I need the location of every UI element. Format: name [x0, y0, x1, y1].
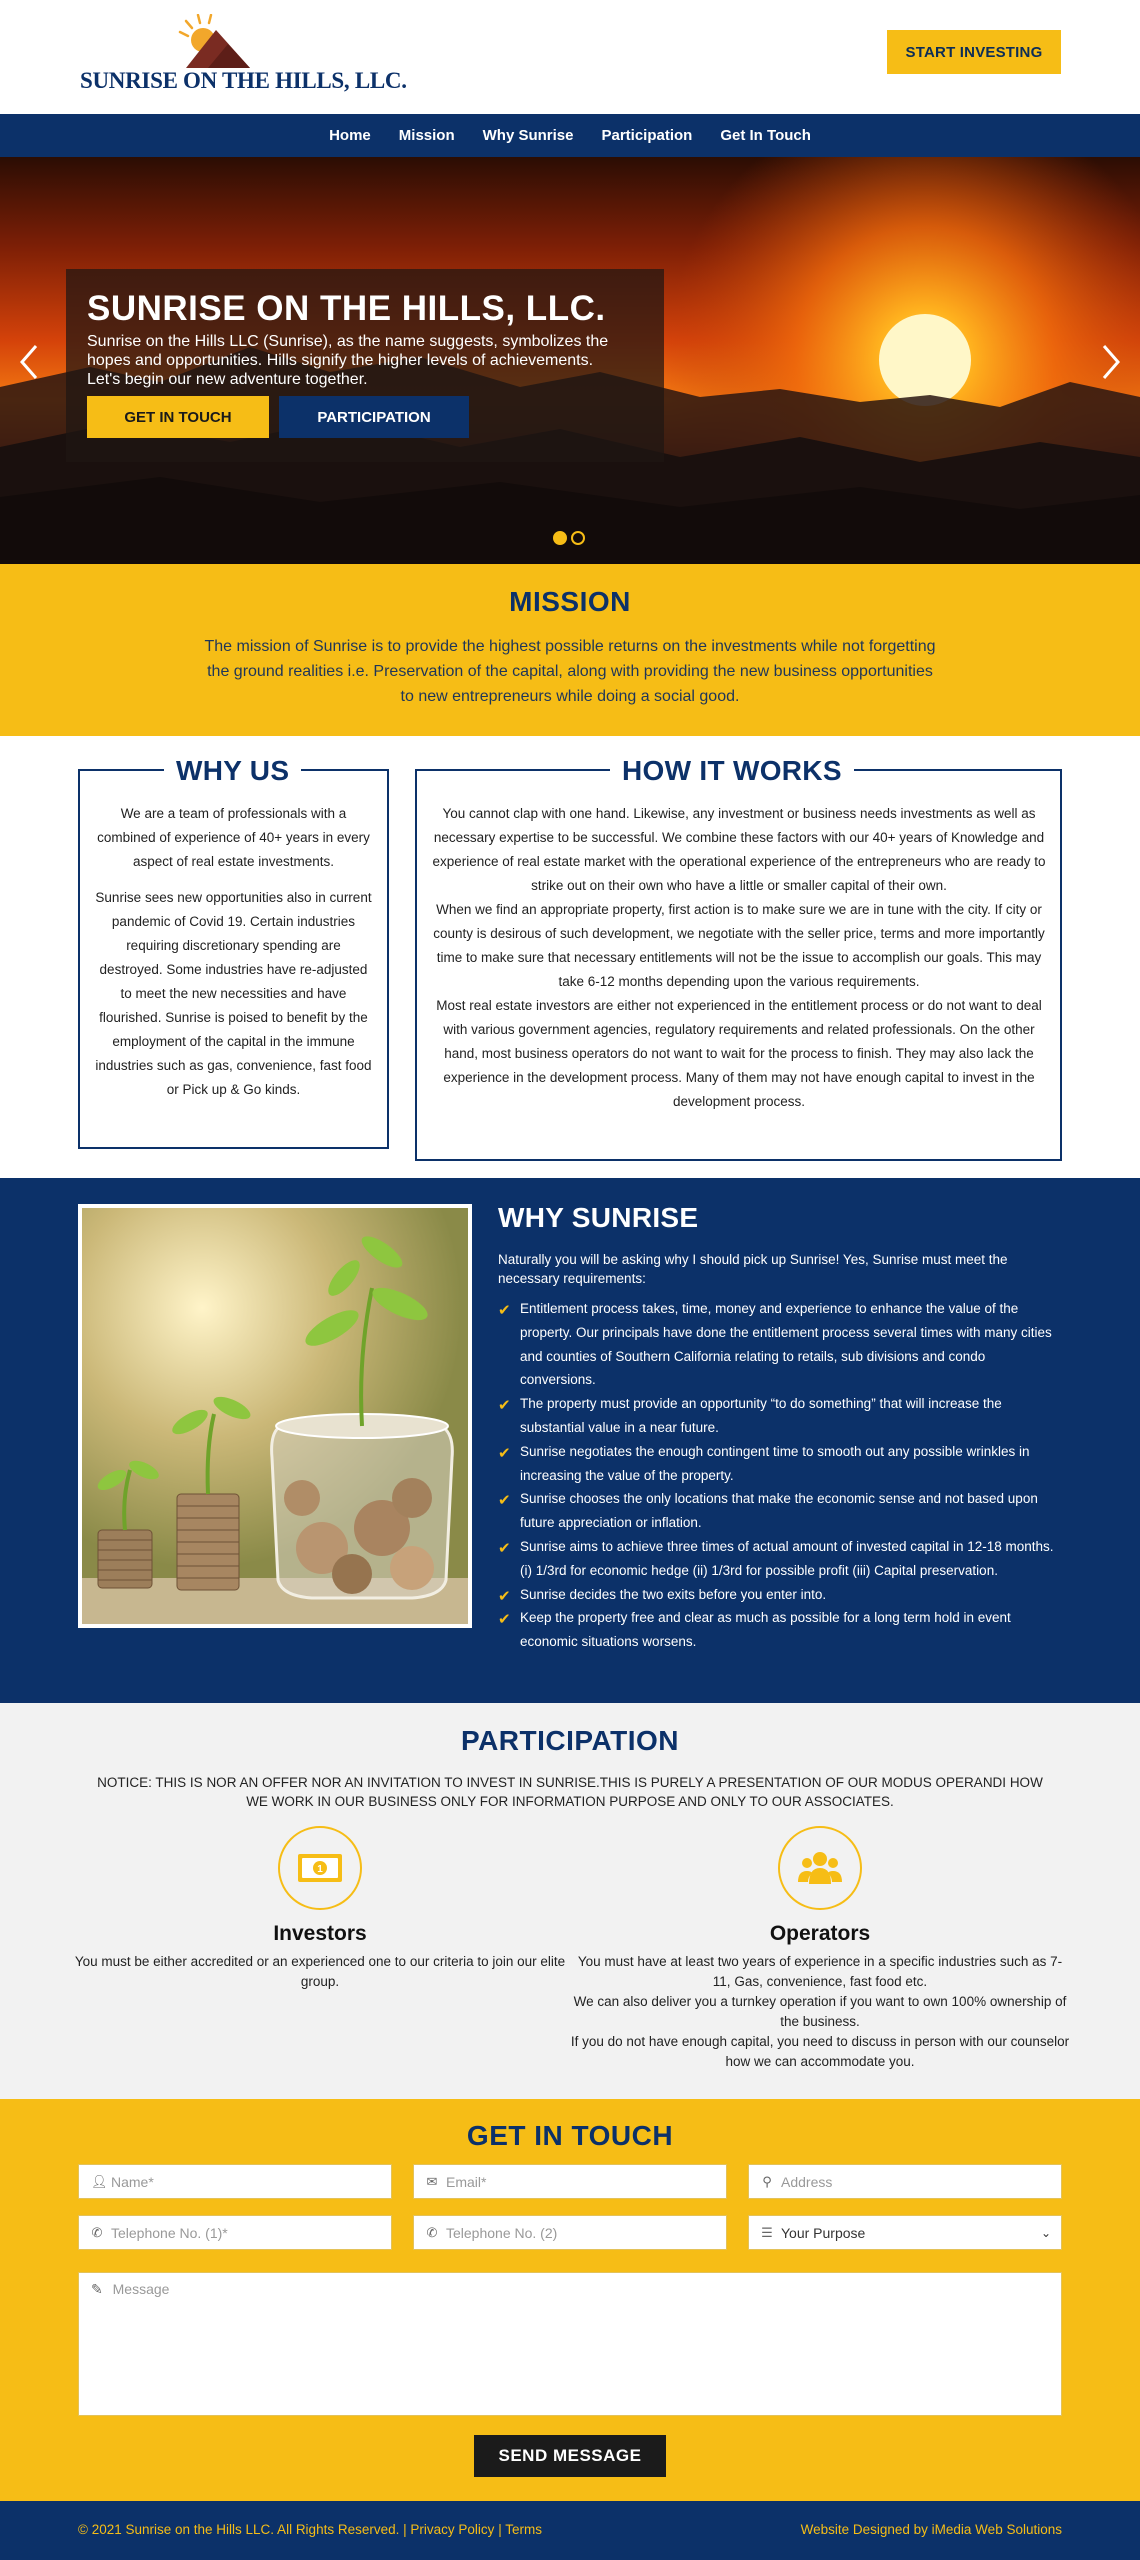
- check-icon: ✔: [498, 1444, 511, 1462]
- operators-title: Operators: [769, 1922, 871, 1945]
- list-item-text: Sunrise chooses the only locations that make the economic sense and not based upon future appreciation or inflation.: [520, 1491, 1038, 1531]
- address-placeholder: Address: [781, 2173, 833, 2190]
- address-field[interactable]: [748, 2164, 1062, 2199]
- mission-section: [0, 564, 1140, 736]
- hero-participation-button[interactable]: PARTICIPATION: [279, 396, 469, 438]
- list-item-text: Sunrise aims to achieve three times of actual amount of invested capital in 12-18 months. (i) 1/3rd for economic hedge (ii) 1/3rd for possible profit (iii) Capital preservation.: [520, 1538, 1054, 1578]
- slide-dot-1[interactable]: [553, 531, 567, 545]
- participation-title: PARTICIPATION: [460, 1725, 680, 1756]
- privacy-policy-link[interactable]: Privacy Policy: [410, 2522, 495, 2537]
- why-sunrise-title: WHY SUNRISE: [498, 1202, 699, 1233]
- phone-icon: ✆: [91, 2224, 103, 2240]
- chevron-down-icon: ⌄: [1040, 2225, 1051, 2240]
- slider-dots: [553, 531, 585, 545]
- operators-line: You must have at least two years of experience in a specific industries such as 7-11, Gas, convenience, fast food etc.: [577, 1954, 1063, 1989]
- operators-text: [570, 1952, 1070, 2072]
- operators-line: If you do not have enough capital, you need to discuss in person with our counselor how we can accommodate you.: [570, 2034, 1070, 2069]
- why-us-box: [78, 755, 389, 1149]
- site-logo[interactable]: [80, 14, 407, 100]
- coins-with-plants-image: [78, 1204, 472, 1628]
- check-icon: ✔: [498, 1539, 511, 1557]
- list-item: [498, 1297, 1058, 1392]
- why-us-title: WHY US: [164, 756, 301, 786]
- envelope-icon: ✉: [426, 2173, 438, 2189]
- phone-icon: ✆: [426, 2224, 438, 2240]
- how-it-works-paragraph: Most real estate investors are either not experienced in the entitlement process or do not want to deal with various government agencies, regulatory requirements and related professionals. On the other hand, most business operators do not want to wait for the process to finish. They may also lack the experience in the development process. Many of them may not have enough capital to invest in the development process.: [436, 998, 1042, 1109]
- participation-section: [0, 1703, 1140, 2099]
- purpose-selected-value: Your Purpose: [781, 2224, 866, 2241]
- name-field[interactable]: [78, 2164, 392, 2199]
- hero-title: SUNRISE ON THE HILLS, LLC.: [87, 289, 606, 328]
- why-us-how-it-works-section: [0, 736, 1140, 1178]
- nav-item-why-sunrise[interactable]: Why Sunrise: [482, 127, 574, 144]
- hero-caption: [66, 269, 664, 462]
- telephone-1-field[interactable]: [78, 2215, 392, 2250]
- message-placeholder: Message: [112, 2281, 170, 2297]
- why-us-body: [94, 802, 373, 1102]
- copyright-text: © 2021 Sunrise on the Hills LLC. All Rights Reserved. |: [78, 2522, 407, 2537]
- main-nav: [0, 114, 1140, 157]
- list-item-text: Keep the property free and clear as much as possible for a long term hold in event economic situations worsens.: [520, 1610, 1011, 1650]
- why-sunrise-list: [498, 1297, 1058, 1654]
- list-item-text: Sunrise decides the two exits before you enter into.: [520, 1586, 827, 1602]
- how-it-works-box: [415, 755, 1062, 1161]
- message-textarea[interactable]: [78, 2272, 1062, 2416]
- chevron-left-icon[interactable]: [14, 342, 44, 382]
- participation-notice: NOTICE: THIS IS NOR AN OFFER NOR AN INVITATION TO INVEST IN SUNRISE.THIS IS PURELY A PRESENTATION OF OUR MODUS OPERANDI HOW WE WORK IN OUR BUSINESS ONLY FOR INFORMATION PURPOSE AND ONLY TO OUR ASSOCIATES.: [97, 1775, 1043, 1809]
- name-placeholder: Name*: [111, 2173, 154, 2190]
- investors-text: You must be either accredited or an experienced one to our criteria to join our elite group.: [74, 1954, 566, 1989]
- why-us-paragraph: Sunrise sees new opportunities also in current pandemic of Covid 19. Certain industries requiring discretionary spending are destroyed. Some industries have re-adjusted to meet the new necessities and have flourished. Sunrise is poised to benefit by the employment of the capital in the immune industries such as gas, convenience, fast food or Pick up & Go kinds.: [95, 890, 372, 1097]
- why-us-paragraph: We are a team of professionals with a combined of experience of 40+ years in every aspect of real estate investments.: [97, 806, 370, 869]
- list-item: [498, 1440, 1058, 1488]
- sunrise-logo-icon: [158, 14, 258, 70]
- send-message-button[interactable]: SEND MESSAGE: [474, 2435, 666, 2477]
- designer-credit[interactable]: Website Designed by iMedia Web Solutions: [800, 2522, 1062, 2537]
- list-icon: ☰: [761, 2224, 773, 2240]
- investors-column: [70, 1826, 570, 1992]
- list-item-text: The property must provide an opportunity “to do something” that will increase the substantial value in a near future.: [520, 1396, 1002, 1435]
- nav-item-home[interactable]: Home: [329, 127, 371, 144]
- start-investing-button[interactable]: START INVESTING: [887, 30, 1061, 74]
- check-icon: ✔: [498, 1587, 511, 1605]
- email-field[interactable]: [413, 2164, 727, 2199]
- slide-dot-2[interactable]: [571, 531, 585, 545]
- logo-text: SUNRISE ON THE HILLS, LLC.: [80, 68, 407, 93]
- how-it-works-paragraph: When we find an appropriate property, first action is to make sure we are in tune with the city. If city or county is desirous of such development, we negotiate with the seller price, terms and more importantly time to make sure that necessary entitlements will not be the issue to accomplish our goals. This may take 6-12 months depending upon the various requirements.: [433, 902, 1045, 989]
- nav-item-participation[interactable]: Participation: [601, 127, 693, 144]
- check-icon: ✔: [498, 1492, 511, 1510]
- site-header: [0, 0, 1140, 114]
- telephone-2-placeholder: Telephone No. (2): [446, 2224, 558, 2241]
- mission-title: MISSION: [509, 586, 631, 617]
- how-it-works-paragraph: You cannot clap with one hand. Likewise, any investment or business needs investments as well as necessary expertise to be successful. We combine these factors with our 40+ years of Knowledge and experience of real estate market with the operational experience of the entrepreneurs who are ready to strike out on their own who have a little or smaller capital of their own.: [432, 806, 1046, 893]
- mission-text: The mission of Sunrise is to provide the highest possible returns on the investments while not forgetting the ground realities i.e. Preservation of the capital, along with providing the new business opportunities to new entrepreneurs while doing a social good.: [204, 638, 936, 705]
- list-item-text: Entitlement process takes, time, money and experience to enhance the value of the property. Our principals have done the entitlement process several times with many cities and counties of Southern California relating to retails, sub divisions and condo conversions.: [520, 1301, 1052, 1388]
- why-sunrise-section: [0, 1178, 1140, 1703]
- hero-slider: [0, 157, 1140, 564]
- svg-text:1: 1: [317, 1864, 323, 1875]
- list-item: [498, 1606, 1058, 1654]
- list-item: [498, 1583, 1058, 1607]
- money-bill-icon: [278, 1826, 362, 1910]
- operators-line: We can also deliver you a turnkey operation if you want to own 100% ownership of the business.: [573, 1994, 1067, 2029]
- telephone-1-placeholder: Telephone No. (1)*: [111, 2224, 228, 2241]
- site-footer: [0, 2501, 1140, 2560]
- footer-left: [78, 2522, 542, 2537]
- how-it-works-body: [431, 802, 1047, 1114]
- chevron-right-icon[interactable]: [1096, 342, 1126, 382]
- users-icon: [778, 1826, 862, 1910]
- nav-item-mission[interactable]: Mission: [398, 127, 455, 144]
- list-item: [498, 1392, 1058, 1440]
- check-icon: ✔: [498, 1611, 511, 1629]
- list-item: [498, 1535, 1058, 1583]
- contact-title: GET IN TOUCH: [466, 2120, 674, 2151]
- user-icon: 👤︎: [91, 2173, 108, 2189]
- check-icon: ✔: [498, 1302, 511, 1319]
- hero-text: Sunrise on the Hills LLC (Sunrise), as the name suggests, symbolizes the hopes and opportunities. Hills signify the higher levels of achievements. Let's begin our new adventure together.: [87, 333, 609, 388]
- hero-get-in-touch-button[interactable]: GET IN TOUCH: [87, 396, 269, 438]
- telephone-2-field[interactable]: [413, 2215, 727, 2250]
- list-item: [498, 1487, 1058, 1535]
- why-sunrise-intro: Naturally you will be asking why I should pick up Sunrise! Yes, Sunrise must meet the necessary requirements:: [498, 1252, 1008, 1286]
- how-it-works-title: HOW IT WORKS: [610, 756, 854, 786]
- email-placeholder: Email*: [446, 2173, 487, 2190]
- purpose-select[interactable]: [748, 2215, 1062, 2250]
- investors-title: Investors: [273, 1922, 367, 1945]
- nav-item-get-in-touch[interactable]: Get In Touch: [720, 127, 811, 144]
- list-item-text: Sunrise negotiates the enough contingent time to smooth out any possible wrinkles in increasing the value of the property.: [520, 1443, 1030, 1483]
- footer-separator: |: [498, 2522, 502, 2537]
- terms-link[interactable]: Terms: [505, 2522, 542, 2537]
- map-marker-icon: ⚲: [762, 2173, 772, 2189]
- contact-section: [0, 2099, 1140, 2501]
- operators-column: [570, 1826, 1070, 2072]
- pencil-icon: ✎: [91, 2281, 103, 2297]
- check-icon: ✔: [498, 1397, 511, 1415]
